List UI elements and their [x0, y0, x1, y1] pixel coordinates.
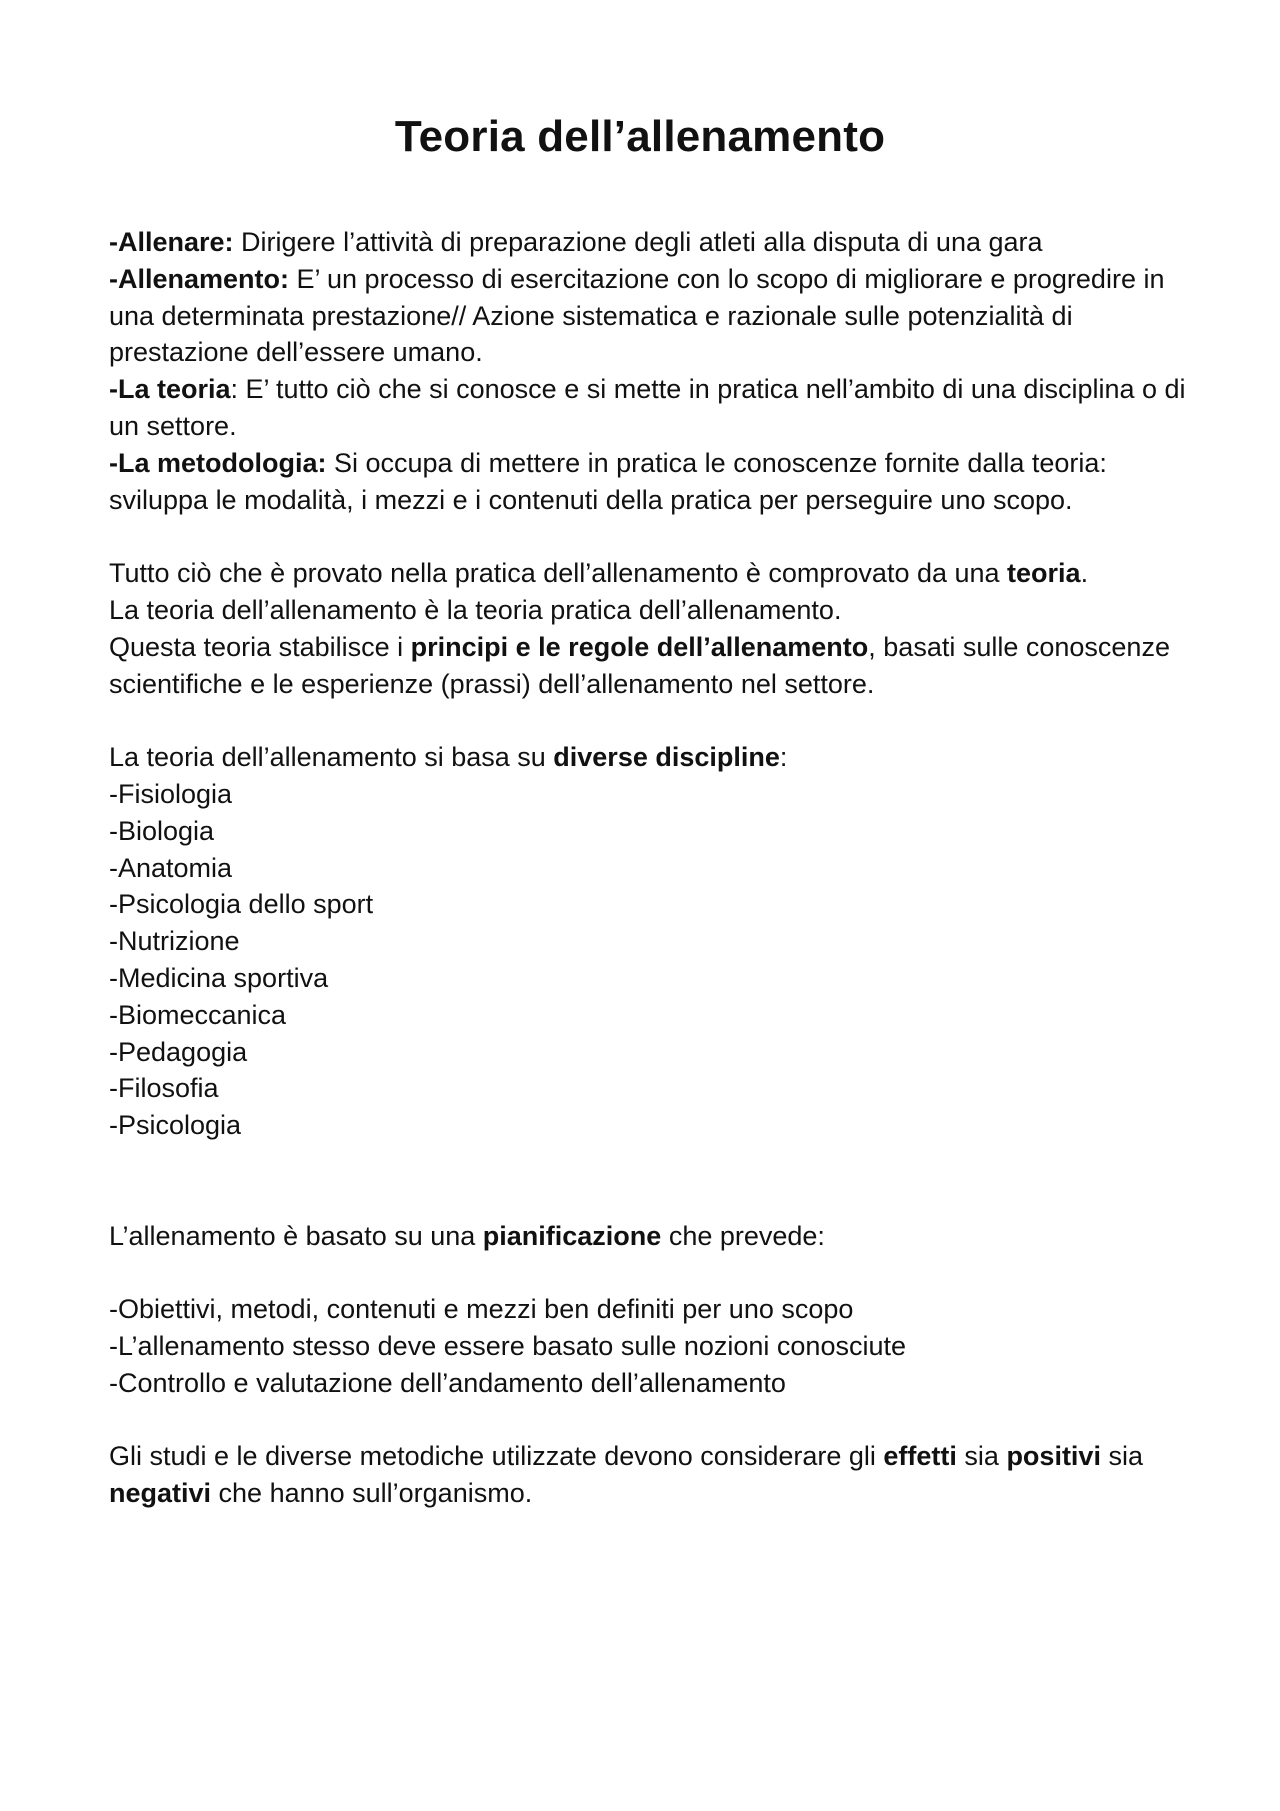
emphasis-principi: principi e le regole dell’allenamento — [410, 631, 869, 662]
spacer — [109, 1254, 1189, 1291]
definition-text-teoria: : E’ tutto ciò che si conosce e si mette in pratica nell’ambito di una disciplina o di un settore. — [109, 374, 1186, 441]
paragraph-theory-proof — [109, 555, 1189, 592]
paragraph-theory-principles — [109, 629, 1189, 703]
spacer — [109, 518, 1189, 555]
list-item: -Filosofia — [109, 1073, 219, 1104]
definition-allenare — [109, 224, 1189, 261]
planning-list — [109, 1291, 1189, 1401]
definition-text-metodologia: Si occupa di mettere in pratica le conoscenze fornite dalla teoria: sviluppa le modalità, i mezzi e i contenuti della pratica per perseguire uno scopo. — [109, 447, 1107, 515]
list-item: -Biomeccanica — [109, 999, 287, 1030]
paragraph-text-end: , basati sulle conoscenze scientifiche e le esperienze (prassi) dell’allenamento nel settore. — [109, 631, 1170, 699]
definition-text-allenare: Dirigere l’attività di preparazione degli atleti alla disputa di una gara — [233, 227, 1043, 257]
paragraph-text: Questa teoria stabilisce i — [109, 631, 411, 662]
paragraph-text: L’allenamento è basato su una — [109, 1220, 483, 1251]
list-item: -Medicina sportiva — [109, 962, 329, 993]
list-item: -Obiettivi, metodi, contenuti e mezzi ben definiti per uno scopo — [109, 1294, 854, 1325]
emphasis-pianificazione: pianificazione — [482, 1220, 662, 1251]
list-item: -Psicologia dello sport — [109, 889, 374, 920]
term-teoria: -La teoria — [109, 374, 231, 405]
paragraph-effects — [109, 1438, 1189, 1512]
emphasis-teoria: teoria — [1007, 558, 1081, 589]
list-item: -Biologia — [109, 815, 215, 846]
paragraph-theory-practice: La teoria dell’allenamento è la teoria pratica dell’allenamento. — [109, 594, 842, 625]
paragraph-text: sia — [1100, 1441, 1143, 1472]
definition-teoria — [109, 371, 1189, 445]
definition-allenamento — [109, 261, 1189, 371]
list-item: -Nutrizione — [109, 926, 240, 957]
page-title: Teoria dell’allenamento — [394, 112, 886, 161]
list-item: -Fisiologia — [109, 778, 233, 809]
emphasis-negativi: negativi — [109, 1478, 212, 1509]
list-item: -Anatomia — [109, 852, 233, 883]
paragraph-text-end: . — [1080, 558, 1089, 589]
list-item: -Pedagogia — [109, 1036, 248, 1067]
spacer — [109, 1144, 1189, 1218]
planning-intro — [109, 1218, 1189, 1255]
term-allenamento: -Allenamento: — [109, 263, 290, 294]
paragraph-text: La teoria dell’allenamento si basa su — [109, 742, 554, 773]
definition-metodologia — [109, 445, 1189, 519]
document-body — [109, 224, 1189, 1512]
paragraph-text: sia — [956, 1441, 1007, 1472]
term-metodologia: -La metodologia: — [109, 447, 327, 478]
paragraph-text-end: che prevede: — [661, 1220, 825, 1251]
paragraph-text: Tutto ciò che è provato nella pratica dell’allenamento è comprovato da una — [109, 558, 1008, 589]
disciplines-list — [109, 776, 1189, 1144]
paragraph-text-end: : — [779, 742, 788, 773]
paragraph-text-end: che hanno sull’organismo. — [211, 1478, 533, 1509]
list-item: -L’allenamento stesso deve essere basato sulle nozioni conosciute — [109, 1330, 906, 1361]
term-allenare: -Allenare: — [109, 227, 234, 257]
disciplines-intro — [109, 739, 1189, 776]
definition-text-allenamento: E’ un processo di esercitazione con lo scopo di migliorare e progredire in una determinata prestazione// Azione sistematica e razionale sulle potenzialità di prestazione dell’essere umano. — [109, 263, 1165, 368]
paragraph-text: Gli studi e le diverse metodiche utilizzate devono considerare gli — [109, 1441, 884, 1472]
spacer — [109, 702, 1189, 739]
emphasis-discipline: diverse discipline — [553, 742, 780, 773]
spacer — [109, 1402, 1189, 1439]
list-item: -Psicologia — [109, 1110, 242, 1141]
emphasis-effetti: effetti — [883, 1441, 957, 1472]
emphasis-positivi: positivi — [1006, 1441, 1101, 1472]
list-item: -Controllo e valutazione dell’andamento dell’allenamento — [109, 1367, 786, 1398]
